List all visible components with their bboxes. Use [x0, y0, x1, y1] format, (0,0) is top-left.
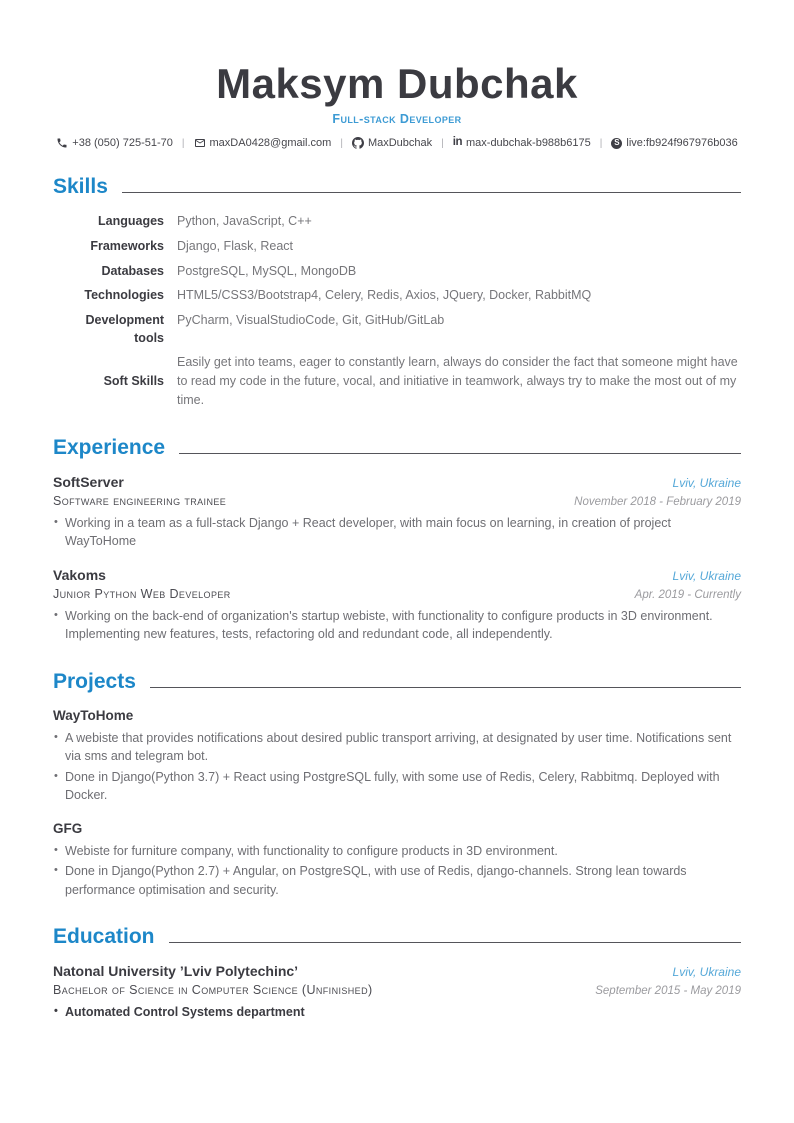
bullet-list — [53, 842, 741, 900]
contact-row — [53, 137, 741, 149]
school-location: Lviv, Ukraine — [672, 965, 741, 980]
phone-icon — [56, 137, 68, 149]
linkedin-icon: in — [452, 136, 462, 149]
degree: Bachelor of Science in Computer Science (Unfinished) — [53, 983, 373, 998]
skill-label: Development tools — [85, 313, 164, 346]
resume-header — [53, 62, 741, 149]
contact-github-text: MaxDubchak — [367, 137, 433, 150]
contact-skype — [611, 137, 737, 149]
email-icon — [194, 137, 206, 149]
skill-value: PostgreSQL, MySQL, MongoDB — [177, 263, 357, 278]
bullet-list — [53, 607, 741, 644]
bullet-item: • Automated Control Systems department — [53, 1003, 741, 1022]
section-rule — [169, 942, 741, 943]
contact-phone — [56, 137, 173, 149]
contact-github — [352, 137, 432, 149]
bullet-item: • Webiste for furniture company, with functionality to configure products in 3D environment. — [53, 842, 741, 861]
person-name: Maksym Dubchak — [216, 60, 578, 107]
skill-row — [53, 286, 741, 305]
section-title: Projects — [53, 669, 136, 693]
bullet-item: • Working on the back-end of organization's startup webiste, with functionality to configure products in 3D environment. Implementing new features, tests, refactoring old and redundant code, all independently. — [53, 607, 741, 644]
skill-label: Technologies — [84, 288, 164, 303]
company-name: Vakoms — [53, 566, 106, 583]
bullet-item: • A webiste that provides notifications about desired public transport arriving, at designated by user time. Notifications sent via sms and telegram bot. — [53, 729, 741, 766]
contact-separator: | — [599, 137, 603, 149]
section-experience — [53, 437, 741, 644]
contact-skype-text: live:fb924f967976b036 — [626, 137, 738, 150]
skill-value: Python, JavaScript, C++ — [177, 214, 312, 229]
contact-separator: | — [340, 137, 343, 149]
entry-header — [53, 963, 741, 979]
bullet-item: • Done in Django(Python 2.7) + Angular, on PostgreSQL, with use of Redis, django-channels. Strong lean towards performance optimisation and security. — [53, 862, 741, 899]
entry-subheader — [53, 587, 741, 601]
skill-row — [53, 237, 741, 256]
project-name: WayToHome — [53, 707, 134, 723]
education-dates: September 2015 - May 2019 — [595, 985, 741, 998]
skill-value: HTML5/CSS3/Bootstrap4, Celery, Redis, Axios, JQuery, Docker, RabbitMQ — [177, 288, 592, 303]
experience-entry — [53, 474, 741, 551]
bullet-item: • Working in a team as a full-stack Django + React developer, with main focus on learning, in creation of project WayToHome — [53, 514, 741, 551]
bullet-list — [53, 729, 741, 805]
bullet-list — [53, 1003, 741, 1022]
section-title: Experience — [53, 435, 166, 459]
section-experience-header — [53, 437, 741, 458]
section-skills — [53, 176, 741, 410]
entry-subheader — [53, 983, 741, 997]
skill-row — [53, 311, 741, 347]
contact-linkedin-text: max-dubchak-b988b6175 — [466, 137, 591, 150]
skill-label: Databases — [101, 263, 164, 278]
company-location: Lviv, Ukraine — [672, 475, 741, 490]
person-job-title: Full-stack Developer — [332, 112, 462, 127]
project-entry — [53, 708, 741, 805]
section-rule — [150, 687, 741, 688]
skill-value: PyCharm, VisualStudioCode, Git, GitHub/GitLab — [177, 313, 445, 328]
skill-row — [53, 353, 741, 409]
school-name: Natonal University ’Lviv Polytechinc’ — [53, 963, 299, 980]
contact-email-text: maxDA0428@gmail.com — [209, 137, 332, 150]
skill-value: Django, Flask, React — [177, 238, 294, 253]
section-rule — [179, 453, 741, 454]
bullet-list — [53, 514, 741, 551]
skype-icon: S — [611, 138, 622, 149]
github-icon — [352, 137, 364, 149]
skill-label: Soft Skills — [103, 374, 164, 389]
section-title: Education — [53, 925, 155, 949]
section-title: Skills — [53, 175, 108, 199]
company-location: Lviv, Ukraine — [672, 568, 741, 583]
bullet-item: • Done in Django(Python 3.7) + React using PostgreSQL fully, with some use of Redis, Celery, Rabbitmq. Deployed with Docker. — [53, 768, 741, 805]
entry-header — [53, 474, 741, 490]
section-projects-header — [53, 671, 741, 692]
skill-row — [53, 212, 741, 231]
skill-label: Frameworks — [90, 238, 164, 253]
job-role: Software engineering trainee — [53, 493, 227, 508]
project-name: GFG — [53, 820, 83, 836]
education-entry — [53, 963, 741, 1022]
section-projects — [53, 671, 741, 900]
experience-entry — [53, 567, 741, 644]
contact-linkedin — [453, 137, 591, 149]
job-role: Junior Python Web Developer — [53, 586, 231, 601]
entry-subheader — [53, 494, 741, 508]
project-entry — [53, 821, 741, 900]
section-skills-header — [53, 176, 741, 197]
contact-email — [194, 137, 332, 149]
skill-label: Languages — [98, 214, 164, 229]
contact-separator: | — [181, 137, 185, 149]
contact-separator: | — [441, 137, 444, 149]
company-name: SoftServer — [53, 473, 124, 490]
section-education-header — [53, 926, 741, 947]
section-rule — [122, 192, 741, 193]
entry-header — [53, 567, 741, 583]
skills-grid — [53, 212, 741, 410]
job-dates: Apr. 2019 - Currently — [634, 588, 741, 601]
contact-phone-text: +38 (050) 725-51-70 — [72, 137, 173, 150]
skill-value: Easily get into teams, eager to constantly learn, always do consider the fact that someone might have to read my code in the future, vocal, and initiative in teamwork, always try to make the most out of my time. — [177, 355, 738, 407]
skill-row — [53, 262, 741, 281]
job-dates: November 2018 - February 2019 — [574, 495, 741, 508]
section-education — [53, 926, 741, 1022]
